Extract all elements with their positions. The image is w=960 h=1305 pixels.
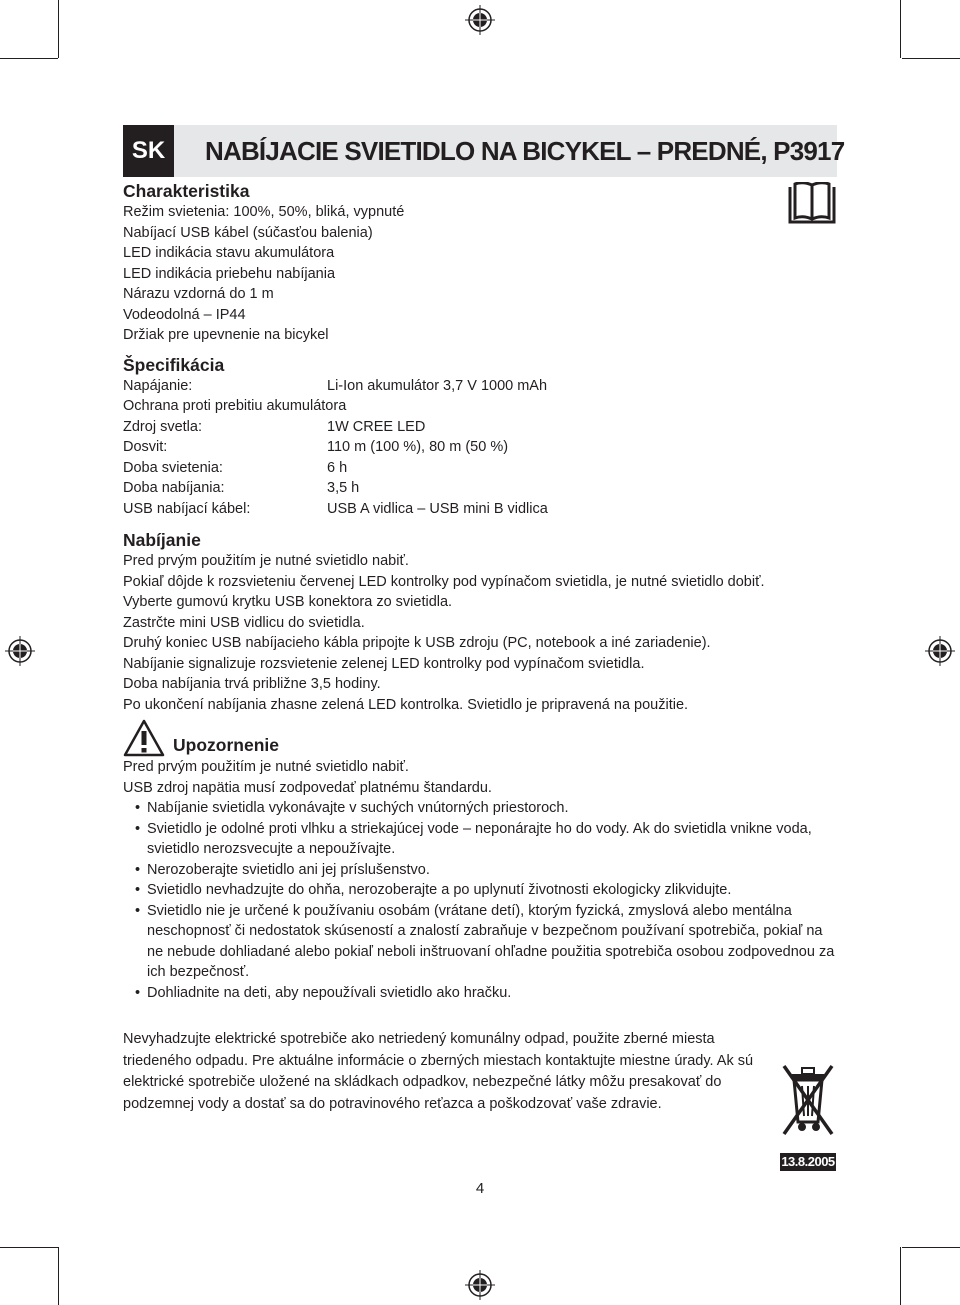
list-item: • Dohliadnite na deti, aby nepoužívali svietidlo ako hračku.: [135, 983, 835, 1004]
crop-mark: [900, 0, 901, 58]
list-item: Režim svietenia: 100%, 50%, bliká, vypnuté: [123, 204, 405, 220]
spec-row: [123, 478, 843, 499]
list-item: • Svietidlo nie je určené k používaniu osobám (vrátane detí), ktorým fyzická, zmyslová alebo mentálna neschopnosť či nedostatok skúseností a znalostí zabraňuje v bezpečnom používaní spotrebiča, pokiaľ na ne nebude dohliadané alebo pokiaľ neboli inštruovaní ohľadne použitia spotrebiča osobou zodpovednou za ich bezpečnosť.: [135, 901, 835, 983]
spec-label: Zdroj svetla:: [123, 418, 202, 435]
page-number: 4: [475, 1180, 485, 1197]
spec-value: USB A vidlica – USB mini B vidlica: [327, 500, 548, 517]
features-list: [123, 202, 843, 346]
crop-mark: [58, 1247, 59, 1305]
crop-mark: [58, 0, 59, 58]
spec-label: Doba svietenia:: [123, 459, 223, 476]
spec-label: Doba nabíjania:: [123, 480, 225, 496]
list-item: LED indikácia priebehu nabíjania: [123, 265, 336, 282]
list-item: Doba nabíjania trvá približne 3,5 hodiny.: [123, 676, 381, 692]
list-item: Držiak pre upevnenie na bicykel: [123, 327, 329, 343]
list-item: • Nabíjanie svietidla vykonávajte v suchých vnútorných priestoroch.: [135, 798, 835, 819]
warning-line: USB zdroj napätia musí zodpovedať platnému štandardu.: [123, 779, 492, 796]
registration-mark-icon: [925, 636, 955, 666]
list-item: Zastrčte mini USB vidlicu do svietidla.: [123, 614, 365, 631]
warning-heading-row: [123, 715, 843, 757]
list-item: Vyberte gumovú krytku USB konektora zo svietidla.: [123, 594, 453, 610]
page-title: NABÍJACIE SVIETIDLO NA BICYKEL – PREDNÉ, P3917: [205, 136, 845, 166]
charging-list: [123, 551, 843, 715]
crop-mark: [902, 58, 960, 59]
language-badge: SK: [123, 125, 174, 177]
crop-mark: [902, 1247, 960, 1248]
specs-heading: Špecifikácia: [123, 354, 225, 375]
registration-mark-icon: [5, 636, 35, 666]
registration-mark-icon: [465, 1270, 495, 1300]
warning-line: Pred prvým použitím je nutné svietidlo nabiť.: [123, 759, 409, 775]
crop-mark: [0, 58, 58, 59]
spec-label: Dosvit:: [123, 439, 168, 455]
spec-value: 110 m (100 %), 80 m (50 %): [327, 439, 509, 455]
spec-label: Ochrana proti prebitiu akumulátora: [123, 398, 347, 414]
weee-symbol: [780, 1060, 836, 1168]
list-item: Nárazu vzdorná do 1 m: [123, 286, 274, 302]
spec-label: Napájanie:: [123, 377, 193, 394]
warning-triangle-icon: [123, 719, 165, 757]
spec-label: USB nabíjací kábel:: [123, 500, 251, 517]
spec-value: 3,5 h: [327, 480, 360, 496]
list-item: Vodeodolná – IP44: [123, 306, 246, 323]
list-item: Pokiaľ dôjde k rozsvieteniu červenej LED kontrolky pod vypínačom svietidla, je nutné svietidlo dobiť.: [123, 573, 765, 590]
list-item: Pred prvým použitím je nutné svietidlo nabiť.: [123, 553, 409, 569]
list-item: Nabíjací USB kábel (súčasťou balenia): [123, 224, 373, 241]
document-body: [123, 180, 843, 1115]
list-item: • Nerozoberajte svietidlo ani jej príslušenstvo.: [135, 860, 835, 881]
spec-value: 1W CREE LED: [327, 418, 426, 435]
spec-row: [123, 396, 843, 417]
spec-value: Li-Ion akumulátor 3,7 V 1000 mAh: [327, 377, 548, 394]
list-item: • Svietidlo nevhadzujte do ohňa, nerozoberajte a po uplynutí životnosti ekologicky zlikvidujte.: [135, 880, 835, 901]
warning-heading: Upozornenie: [173, 735, 279, 755]
spec-row: [123, 376, 843, 397]
registration-mark-icon: [465, 5, 495, 35]
spec-row: [123, 437, 843, 458]
disposal-text: Nevyhadzujte elektrické spotrebiče ako netriedený komunálny odpad, použite zberné miesta triedeného odpadu. Pre aktuálne informácie o zberných miestach kontaktujte miestne úrady. Ak sú elektrické spotrebiče uložené na skládkach odpadkov, nebezpečné látky môžu presakovať do podzemnej vody a dostať sa do potravinového reťazca a poškodzovať vaše zdravie.: [123, 1031, 754, 1112]
spec-value: 6 h: [327, 459, 348, 476]
charging-heading: Nabíjanie: [123, 530, 201, 550]
list-item: Po ukončení nabíjania zhasne zelená LED kontrolka. Svietidlo je pripravená na použitie.: [123, 696, 689, 713]
features-heading: Charakteristika: [123, 181, 250, 201]
spec-row: [123, 458, 843, 479]
crop-mark: [900, 1247, 901, 1305]
list-item: Druhý koniec USB nabíjacieho kábla pripojte k USB zdroju (PC, notebook a iné zariadenie).: [123, 635, 711, 651]
list-item: • Svietidlo je odolné proti vlhku a striekajúcej vode – neponárajte ho do vody. Ak do svietidla vnikne voda, svietidlo nerozsvecujte a nepoužívajte.: [135, 819, 835, 860]
crop-mark: [0, 1247, 58, 1248]
list-item: Nabíjanie signalizuje rozsvietenie zelenej LED kontrolky pod vypínačom svietidla.: [123, 655, 645, 672]
title-bar: [123, 125, 845, 177]
list-item: LED indikácia stavu akumulátora: [123, 245, 335, 261]
warning-list: [123, 798, 835, 1003]
weee-date-bar: 13.8.2005: [781, 1154, 835, 1169]
spec-row: [123, 417, 843, 438]
spec-row: [123, 499, 843, 520]
crossed-bin-icon: [780, 1060, 836, 1142]
specs-table: [123, 376, 843, 520]
